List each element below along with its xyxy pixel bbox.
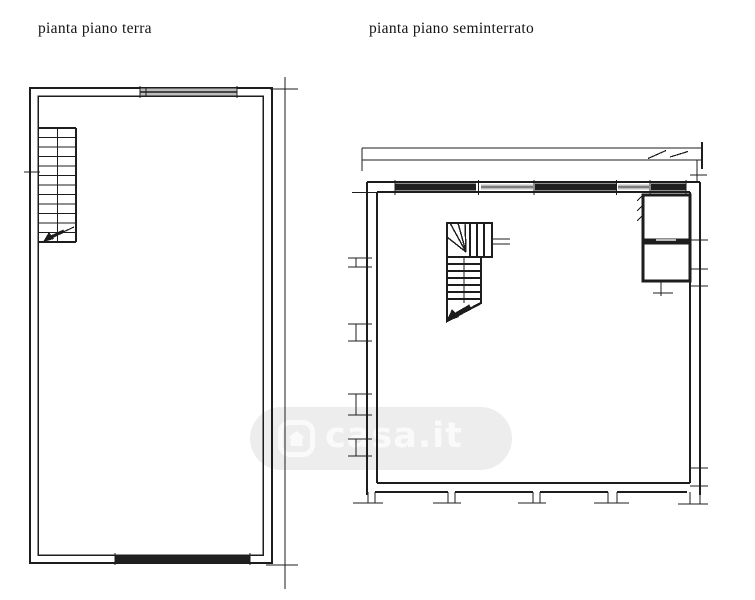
plan-basement [348, 142, 708, 504]
plan-ground-floor [24, 77, 298, 589]
stair-arrowhead [43, 232, 54, 242]
basement-right-wall-ticks [690, 175, 708, 486]
basement-bottom-piers [353, 492, 708, 504]
basement-storage-rooms [637, 195, 690, 296]
ground-floor-label: pianta piano terra [38, 20, 152, 37]
basement-left-wall-pilasters [348, 258, 372, 456]
ground-stair [38, 128, 76, 242]
watermark-text: casa.it [325, 416, 463, 456]
basement-label: pianta piano seminterrato [369, 20, 535, 37]
basement-top-band [362, 142, 702, 182]
ground-boundary-line [266, 77, 298, 589]
basement-stair [446, 223, 510, 322]
basement-exterior-walls [352, 182, 700, 495]
ground-exterior-walls [30, 88, 272, 563]
